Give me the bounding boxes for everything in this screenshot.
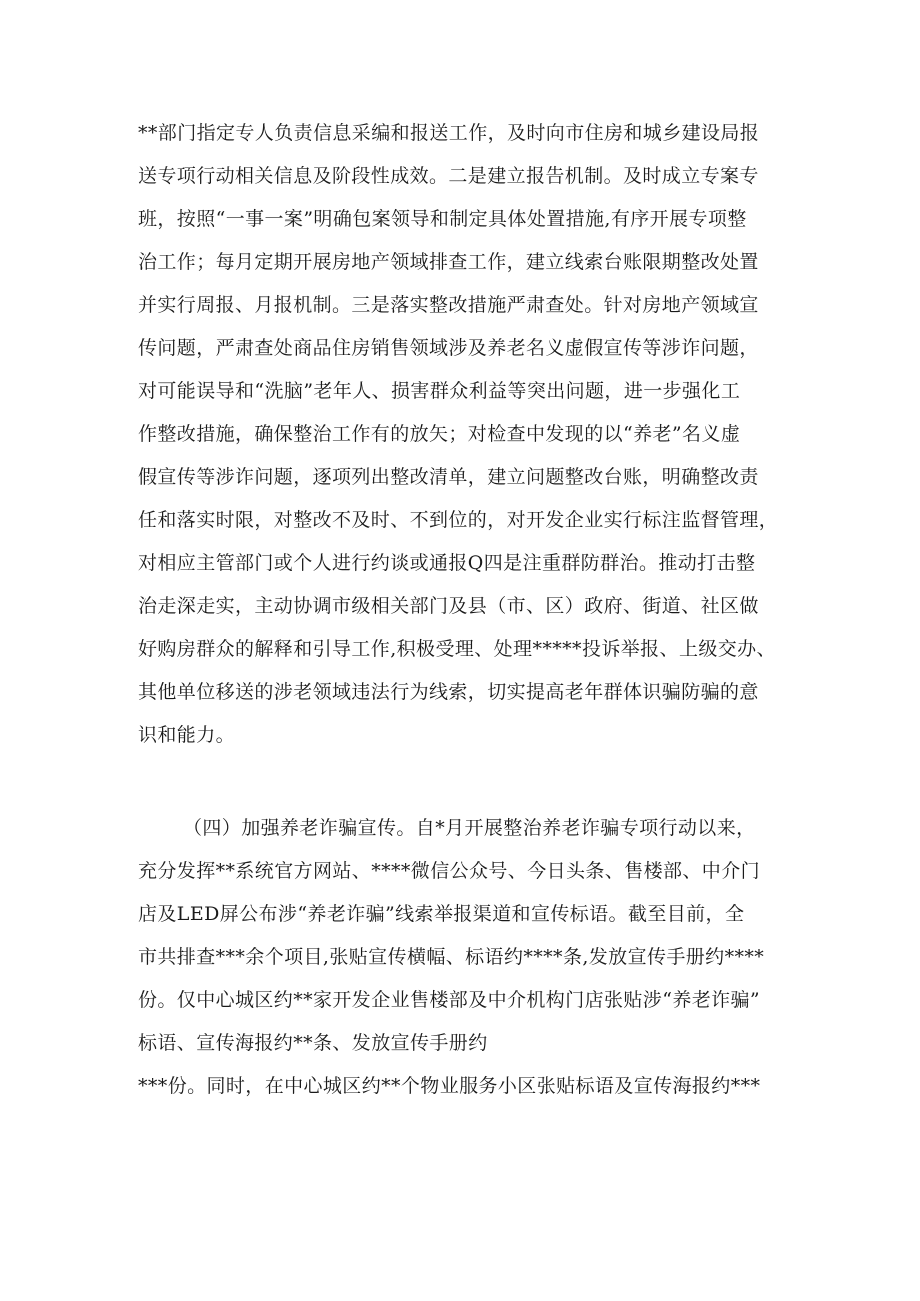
text-line: 其他单位移送的涉老领域违法行为线索，切实提高老年群体识骗防骗的意 — [138, 681, 759, 703]
text-line: 好购房群众的解释和引导工作,积极受理、处理*****投诉举报、上级交办、 — [138, 638, 776, 660]
text-line: 店及LED屏公布涉“养老诈骗”线索举报渠道和宣传标语。截至目前，全 — [138, 903, 745, 925]
text-line: 传问题，严肃查处商品住房销售领域涉及养老名义虚假宣传等涉诈问题， — [138, 337, 759, 359]
text-line: 标语、宣传海报约**条、发放宣传手册约 — [138, 1032, 488, 1054]
section-heading-line: （四）加强养老诈骗宣传。自*月开展整治养老诈骗专项行动以来， — [183, 817, 756, 839]
text-line: 假宣传等涉诈问题，逐项列出整改清单，建立问题整改台账，明确整改责 — [138, 466, 759, 488]
text-line: 识和能力。 — [138, 724, 236, 746]
text-line: 任和落实时限，对整改不及时、不到位的，对开发企业实行标注监督管理， — [138, 509, 779, 531]
text-line: **部门指定专人负责信息采编和报送工作，及时向市住房和城乡建设局报 — [138, 122, 760, 144]
text-line: ***份。同时，在中心城区约**个物业服务小区张贴标语及宣传海报约*** — [138, 1075, 761, 1097]
text-line: 班，按照“一事一案”明确包案领导和制定具体处置措施,有序开展专项整 — [138, 208, 747, 230]
text-line: 并实行周报、月报机制。三是落实整改措施严肃查处。针对房地产领域宣 — [138, 294, 759, 316]
text-line: 治工作；每月定期开展房地产领域排查工作，建立线索台账限期整改处置 — [138, 251, 759, 273]
text-line: 对相应主管部门或个人进行约谈或通报Q四是注重群防群治。推动打击整 — [138, 552, 756, 574]
text-line: 市共排查***余个项目,张贴宣传横幅、标语约****条,发放宣传手册约**** — [138, 946, 765, 968]
text-line: 份。仅中心城区约**家开发企业售楼部及中介机构门店张贴涉“养老诈骗” — [138, 989, 761, 1011]
text-line: 治走深走实，主动协调市级相关部门及县（市、区）政府、街道、社区做 — [138, 595, 759, 617]
text-line: 对可能误导和“洗脑”老年人、损害群众利益等突出问题，进一步强化工 — [138, 380, 741, 402]
text-line: 作整改措施，确保整治工作有的放矢；对检查中发现的以“养老”名义虚 — [138, 423, 741, 445]
text-line: 充分发挥**系统官方网站、****微信公众号、今日头条、售楼部、中介门 — [138, 860, 761, 882]
text-line: 送专项行动相关信息及阶段性成效。二是建立报告机制。及时成立专案专 — [138, 165, 759, 187]
